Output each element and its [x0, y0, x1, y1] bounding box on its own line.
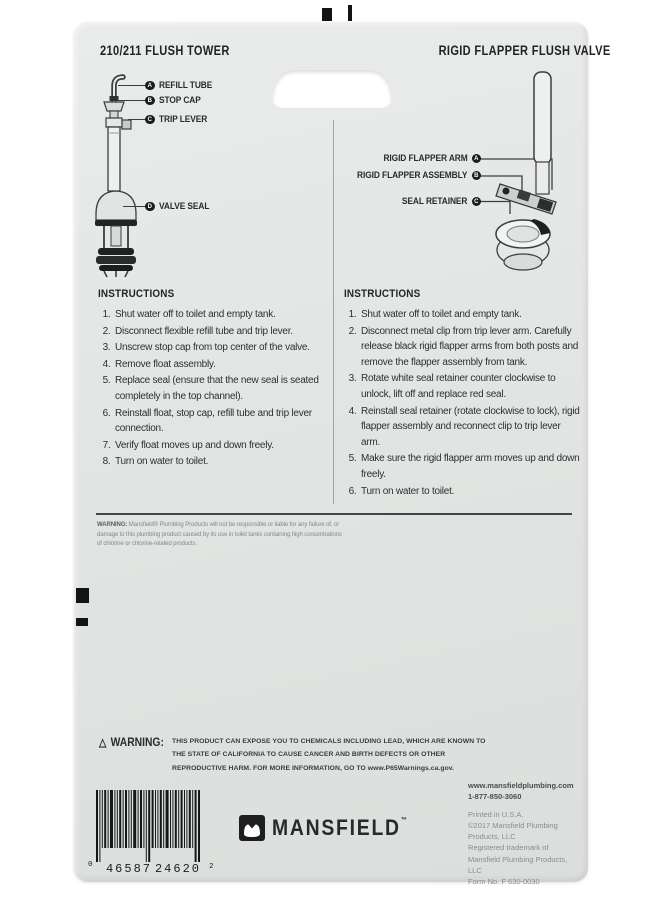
contact-block — [468, 780, 582, 887]
phone-number: 1-877-850-3060 — [468, 792, 522, 802]
left-instructions — [98, 288, 334, 471]
instruction-item: 6. Turn on water to toilet. — [359, 484, 580, 500]
callout-letter-badge: C — [472, 197, 482, 207]
leader-line-stop-cap — [116, 100, 146, 101]
callout-valve-seal: D VALVE SEAL — [145, 201, 216, 212]
barcode-bars — [96, 790, 200, 862]
instruction-item: 7. Verify float moves up and down freely. — [113, 438, 334, 454]
callout-letter-badge: B — [472, 171, 482, 181]
hang-hole — [272, 70, 392, 108]
rigid-flapper-illustration — [466, 68, 586, 274]
callout-letter-badge: A — [145, 81, 155, 91]
instruction-item: 5. Make sure the rigid flapper arm moves up and down freely. — [359, 451, 580, 482]
instruction-item: 2. Disconnect metal clip from trip lever arm. Carefully release black rigid flapper arms from both posts and remove the flapper assembly from tank. — [359, 324, 580, 371]
callout-stop-cap: B STOP CAP — [145, 95, 206, 106]
brand-logo — [239, 815, 425, 841]
barcode-right-digit: 2 — [209, 863, 214, 871]
callout-letter-badge: A — [472, 154, 482, 164]
prop65-warning-text: THIS PRODUCT CAN EXPOSE YOU TO CHEMICALS INCLUDING LEAD, WHICH ARE KNOWN TO THE STATE OF CALIFORNIA TO CAUSE CANCER AND BIRTH DEFECTS OR OTHER REPRODUCTIVE HARM. FOR MORE INFORMATION, GO TO www.P65Warnings.ca.gov. — [172, 738, 486, 772]
leader-line-valve-seal — [123, 206, 146, 207]
callout-letter-badge: D — [145, 202, 155, 212]
instruction-item: 5. Replace seal (ensure that the new seal is seated completely in the top channel). — [113, 373, 334, 404]
instruction-item: 3. Rotate white seal retainer counter clockwise to unlock, lift off and replace red seal. — [359, 371, 580, 402]
instruction-item: 6. Reinstall float, stop cap, refill tube and trip lever connection. — [113, 406, 334, 437]
callout-refill-tube: A REFILL TUBE — [145, 80, 219, 91]
instruction-item: 1. Shut water off to toilet and empty tank. — [359, 307, 580, 323]
prop65-warning-label: △ WARNING: — [99, 735, 164, 749]
callout-trip-lever: C TRIP LEVER — [145, 114, 213, 125]
instructions-list — [344, 307, 580, 499]
instruction-item: 4. Remove float assembly. — [113, 357, 334, 373]
printed-in: Printed in U.S.A. — [468, 809, 524, 819]
form-number: Form No. F 630-0030 — [468, 877, 540, 886]
callout-rigid-flapper-assembly: RIGID FLAPPER ASSEMBLY B — [330, 170, 481, 181]
copyright: ©2017 Mansfield Plumbing Products, LLC — [468, 820, 558, 841]
instructions-heading: INSTRUCTIONS — [98, 288, 175, 300]
registration-mark-left-2 — [76, 618, 88, 626]
instruction-item: 3. Unscrew stop cap from top center of the valve. — [113, 340, 334, 356]
trademark-line-2: Mansfield Plumbing Products, LLC — [468, 854, 568, 875]
instruction-item: 1. Shut water off to toilet and empty tank. — [113, 307, 334, 323]
upc-barcode — [86, 786, 218, 878]
leader-line-refill-tube — [118, 85, 146, 86]
callout-letter-badge: C — [145, 115, 155, 125]
instructions-heading: INSTRUCTIONS — [344, 288, 421, 300]
instructions-list — [98, 307, 334, 470]
trademark-line-1: Registered trademark of — [468, 843, 549, 853]
instruction-item: 8. Turn on water to toilet. — [113, 454, 334, 470]
registration-mark-top-1 — [322, 8, 332, 21]
section-rule — [96, 513, 572, 515]
warning-triangle-icon — [99, 735, 106, 749]
liability-warning-label: WARNING: — [97, 522, 128, 528]
barcode-group-2: 24620 — [154, 862, 202, 876]
liability-note: WARNING: Mansfield® Plumbing Products will not be responsible or liable for any failure of, or damage to this plumbing product caused by its use in toilet tanks containing high concentrations of chlorine or chlorine-related products. — [97, 522, 342, 548]
instruction-item: 2. Disconnect flexible refill tube and trip lever. — [113, 324, 334, 340]
callout-seal-retainer: SEAL RETAINER C — [330, 196, 481, 207]
callout-letter-badge: B — [145, 96, 155, 106]
trademark-symbol: ™ — [400, 817, 407, 824]
leader-line-trip-lever — [128, 119, 146, 120]
right-instructions — [344, 288, 580, 500]
right-panel-title: RIGID FLAPPER FLUSH VALVE — [438, 43, 611, 58]
registration-mark-left-1 — [76, 588, 89, 603]
barcode-left-digit: 0 — [88, 861, 93, 869]
website: www.mansfieldplumbing.com — [468, 781, 574, 790]
barcode-group-1: 46587 — [105, 862, 153, 876]
callout-rigid-flapper-arm: RIGID FLAPPER ARM A — [330, 153, 481, 164]
left-panel-title: 210/211 FLUSH TOWER — [100, 43, 230, 58]
registration-mark-top-2 — [348, 5, 352, 21]
mansfield-m-icon — [239, 815, 265, 841]
brand-name: MANSFIELD™ — [272, 815, 407, 840]
instruction-item: 4. Reinstall seal retainer (rotate clockwise to lock), rigid flapper assembly and reconnect clip to trip lever arm. — [359, 404, 580, 451]
